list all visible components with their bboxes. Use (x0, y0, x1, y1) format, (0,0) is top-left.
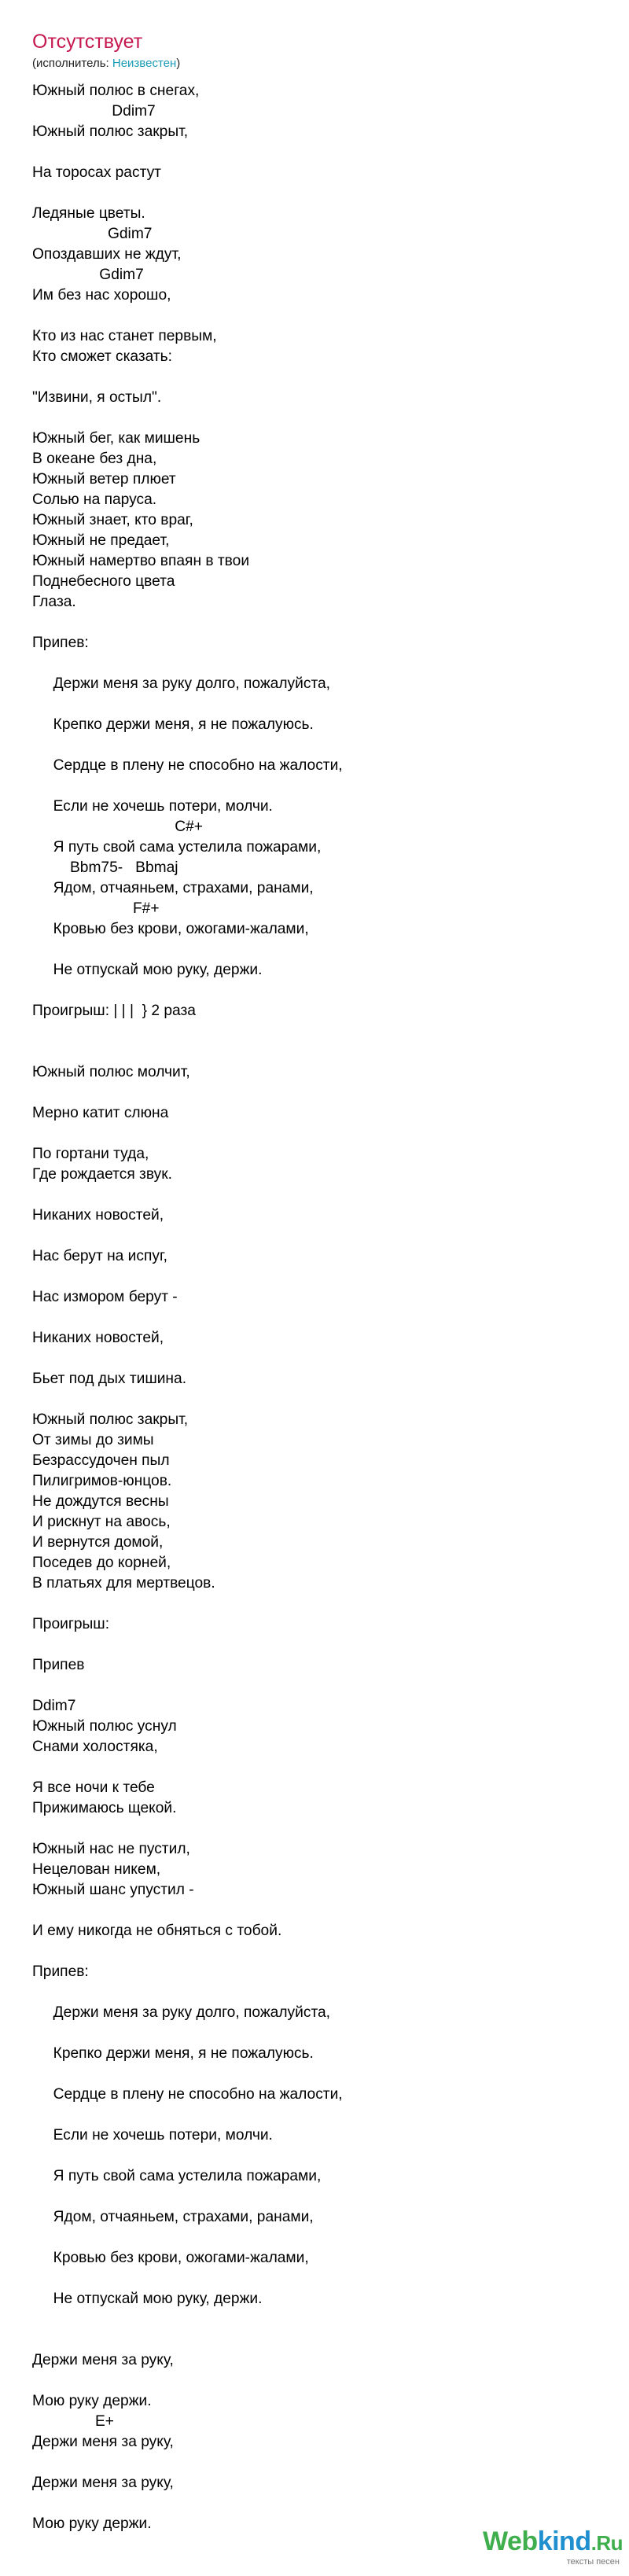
artist-line (32, 55, 180, 72)
logo-subtitle: тексты песен (566, 2557, 620, 2567)
logo-part-ru: .Ru (590, 2531, 623, 2555)
artist-prefix: (исполнитель: (32, 57, 112, 70)
song-title: Отсутствует (32, 31, 143, 53)
lyrics-text: Южный полюс в снегах, Ddim7 Южный полюс закрыт, На торосах растут Ледяные цветы. Gdim7 Опоздавших не ждут, Gdim7 Им без нас хорошо, Кто из нас станет первым, Кто сможет сказать: "Извини, я остыл". Южный бег, как мишень В океане без дна, Южный ветер плюет Солью на паруса. Южный знает, кто враг, Южный не предает, Южный намертво впаян в твои Поднебесного цвета Глаза. Припев: Держи меня за руку долго, пожалуйста, Крепко держи меня, я не пожалуюсь. Сердце в плену не способно на жалости, Если не хочешь потери, молчи. C#+ Я путь свой сама устелила пожарами, Bbm75- Bbmaj Ядом, отчаяньем, страхами, ранами, F#+ Кровью без крови, ожогами-жалами, Не отпускай мою руку, держи. Проигрыш: | | | } 2 раза Южный полюс молчит, Мерно катит слюна По гортани туда, Где рождается звук. Никаних новостей, Нас берут на испуг, Нас измором берут - Никаних новостей, Бьет под дых тишина. Южный полюс закрыт, От зимы до зимы Безрассудочен пыл Пилигримов-юнцов. Не дождутся весны И рискнут на авось, И вернутся домой, Поседев до корней, В платьях для мертвецов. Проигрыш: Припев Ddim7 Южный полюс уснул Снами холостяка, Я все ночи к тебе Прижимаюсь щекой. Южный нас не пустил, Нецелован никем, Южный шанс упустил - И ему никогда не обняться с тобой. Припев: Держи меня за руку долго, пожалуйста, Крепко держи меня, я не пожалуюсь. Сердце в плену не способно на жалости, Если не хочешь потери, молчи. Я путь свой сама устелила пожарами, Ядом, отчаяньем, страхами, ранами, Кровью без крови, ожогами-жалами, Не отпускай мою руку, держи. Держи меня за руку, Мою руку держи. E+ Держи меня за руку, Держи меня за руку, Мою руку держи. (32, 83, 343, 2532)
artist-link[interactable]: Неизвестен (112, 57, 177, 70)
artist-suffix: ) (176, 57, 181, 70)
logo-part-kind: kind (537, 2526, 591, 2556)
logo-part-web: Web (483, 2526, 538, 2556)
logo-wordmark (450, 2527, 623, 2557)
site-logo[interactable] (450, 2527, 623, 2567)
